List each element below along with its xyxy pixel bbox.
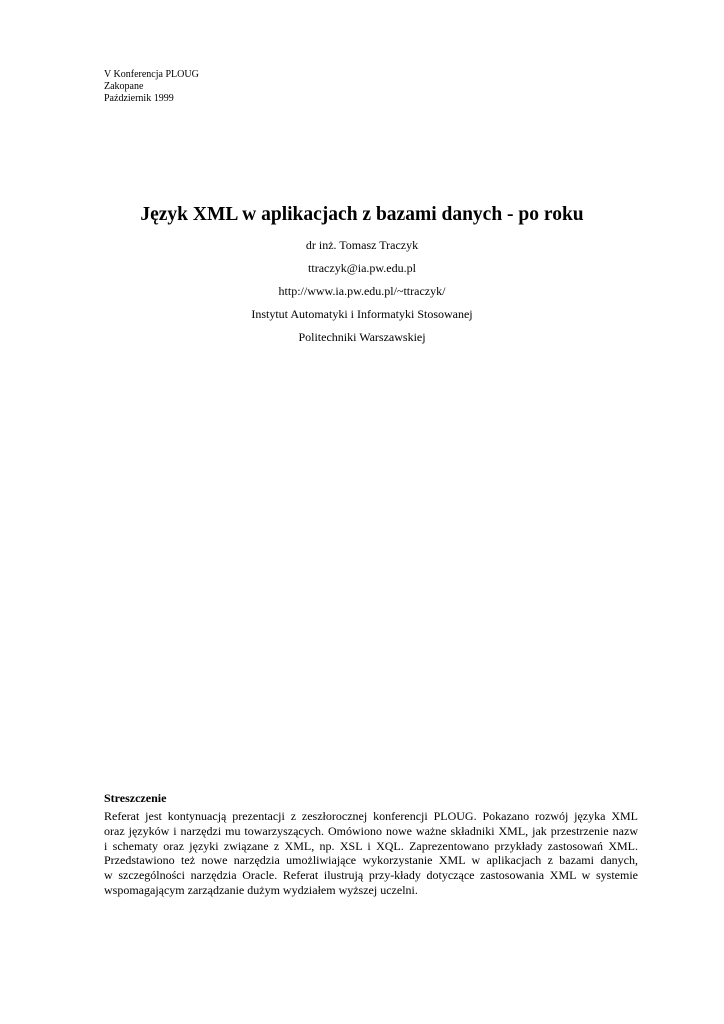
abstract-line: i schematy oraz języki związane z XML, np. XSL i XQL. Zaprezentowano przykłady zastosowań XML.: [104, 838, 638, 853]
title-block: [0, 202, 724, 345]
conference-date: Październik 1999: [104, 93, 174, 104]
abstract-body: [104, 809, 638, 898]
institute-line-2: Politechniki Warszawskiej: [298, 330, 426, 344]
conference-header: [104, 69, 199, 105]
abstract-line: w szczególności narzędzia Oracle. Referat ilustrują przy-kłady dotyczące zastosowania XML w systemie: [104, 868, 638, 883]
abstract-line: Referat jest kontynuacją prezentacji z zeszłorocznej konferencji PLOUG. Pokazano rozwój języka XML: [104, 809, 638, 823]
author-email: ttraczyk@ia.pw.edu.pl: [308, 261, 416, 275]
abstract-line: Przedstawiono też nowe narzędzia umożliwiające wykorzystanie XML w aplikacjach z bazami danych,: [104, 853, 638, 868]
paper-title: Język XML w aplikacjach z bazami danych - po roku: [140, 204, 584, 225]
abstract-line: wspomagającym zarządzanie dużym wydziałem wyższej uczelni.: [104, 882, 418, 897]
abstract-line: oraz języków i narzędzi mu towarzyszących. Omówiono nowe ważne składniki XML, jak przestrzenie nazw: [104, 823, 638, 838]
abstract-section: [104, 790, 638, 898]
conference-name: V Konferencja PLOUG: [104, 69, 199, 80]
author-url: http://www.ia.pw.edu.pl/~ttraczyk/: [278, 284, 446, 298]
abstract-heading: Streszczenie: [104, 791, 167, 805]
author-name: dr inż. Tomasz Traczyk: [305, 238, 419, 252]
conference-location: Zakopane: [104, 81, 144, 92]
institute-line-1: Instytut Automatyki i Informatyki Stosowanej: [251, 307, 473, 321]
